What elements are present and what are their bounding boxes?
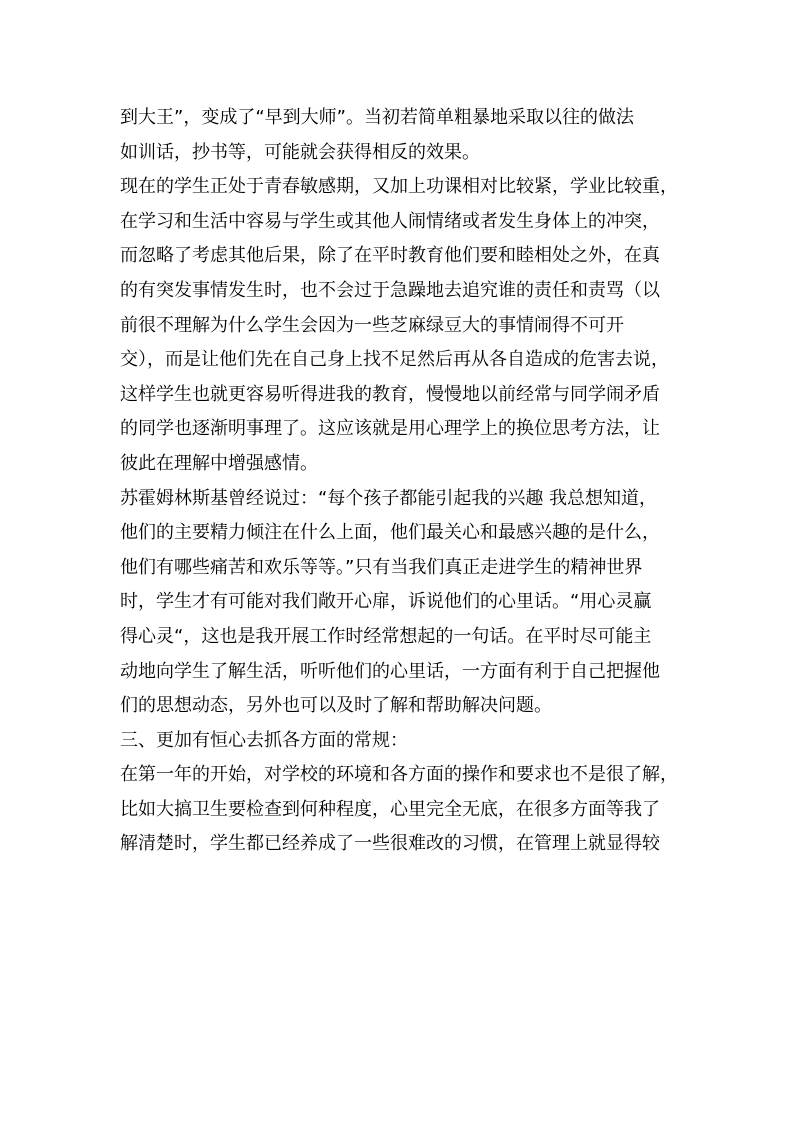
- text-line: 在第一年的开始，对学校的环境和各方面的操作和要求也不是很了解，: [120, 764, 678, 786]
- text-line: 他们的主要精力倾注在什么上面，他们最关心和最感兴趣的是什么，: [120, 522, 660, 544]
- document-body: [120, 101, 690, 862]
- text-line: 的同学也逐渐明事理了。这应该就是用心理学上的换位思考方法，让: [120, 418, 660, 440]
- text-line: 的有突发事情发生时，也不会过于急躁地去追究谁的责任和责骂（以: [120, 279, 660, 301]
- text-line: 而忽略了考虑其他后果，除了在平时教育他们要和睦相处之外，在真: [120, 245, 660, 267]
- text-line: 动地向学生了解生活，听听他们的心里话，一方面有利于自己把握他: [120, 660, 660, 682]
- text-line: 时，学生才有可能对我们敞开心扉，诉说他们的心里话。“用心灵赢: [120, 591, 652, 613]
- text-line: 他们有哪些痛苦和欢乐等等。”只有当我们真正走进学生的精神世界: [120, 556, 643, 578]
- text-line: 前很不理解为什么学生会因为一些芝麻绿豆大的事情闹得不可开: [120, 314, 624, 336]
- text-line: 苏霍姆林斯基曾经说过：“每个孩子都能引起我的兴趣 我总想知道，: [120, 487, 658, 509]
- text-line: 这样学生也就更容易听得进我的教育，慢慢地以前经常与同学闹矛盾: [120, 383, 660, 405]
- text-line: 解清楚时，学生都已经养成了一些很难改的习惯，在管理上就显得较: [120, 833, 660, 855]
- section-heading: 三、更加有恒心去抓各方面的常规：: [120, 729, 408, 751]
- text-line: 如训话，抄书等，可能就会获得相反的效果。: [120, 141, 480, 163]
- text-line: 现在的学生正处于青春敏感期，又加上功课相对比较紧，学业比较重，: [120, 176, 678, 198]
- text-line: 到大王”，变成了“早到大师”。当初若简单粗暴地采取以往的做法: [120, 107, 634, 128]
- text-line: 比如大搞卫生要检查到何种程度，心里完全无底，在很多方面等我了: [120, 798, 660, 820]
- text-line: 在学习和生活中容易与学生或其他人闹情绪或者发生身体上的冲突，: [120, 210, 660, 232]
- text-line: 得心灵“，这也是我开展工作时经常想起的一句话。在平时尽可能主: [120, 625, 652, 647]
- text-line: 交），而是让他们先在自己身上找不足然后再从各自造成的危害去说，: [120, 349, 669, 371]
- text-line: 们的思想动态，另外也可以及时了解和帮助解决问题。: [120, 695, 552, 717]
- text-line: 彼此在理解中增强感情。: [120, 452, 318, 474]
